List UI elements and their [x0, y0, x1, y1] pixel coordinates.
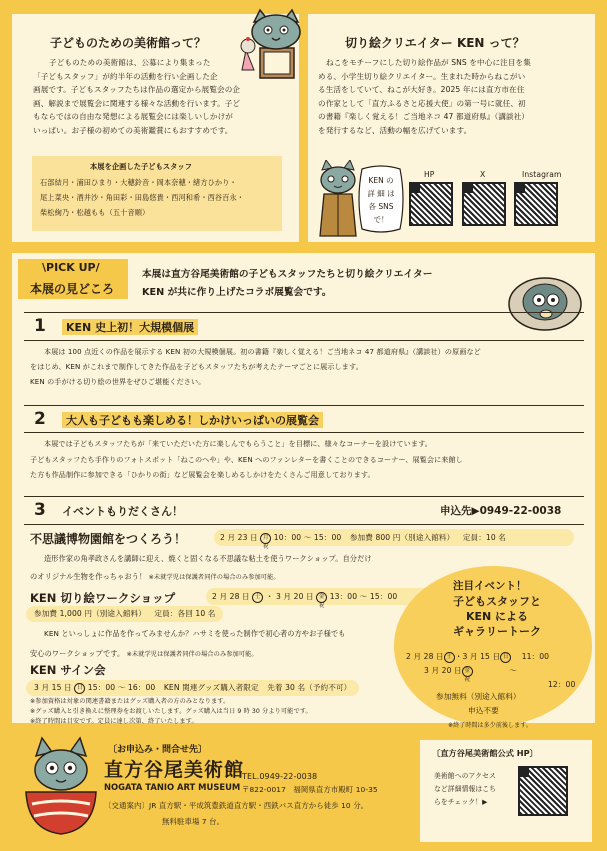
event2-schedule: 2 月 28 日 土 ・ 3 月 20 日 金祝 13：00 ～ 15：00	[206, 588, 432, 605]
museum-address: 〒822-0017 福岡県直方市殿町 10-35	[242, 785, 378, 794]
ken-hp-qr-code[interactable]	[409, 182, 453, 226]
gallery-talk-fee: 参加無料（別途入館料）	[436, 692, 521, 701]
cat-parfait-illustration	[238, 8, 316, 80]
event3-title: KEN サイン会	[30, 663, 106, 677]
event2-title: KEN 切り絵ワークショップ	[30, 591, 176, 605]
official-hp-title: 〔直方谷尾美術館公式 HP〕	[432, 748, 538, 758]
museum-name: 直方谷尾美術館	[104, 759, 245, 781]
event3-details: 3 月 15 日 日 15：00 ～ 16：00 KEN 関連グッズ購入者限定 先着 30 名（予約不可）	[26, 680, 359, 696]
cat-bowl-illustration	[505, 262, 585, 334]
section3-title: イベントもりだくさん！	[62, 505, 183, 518]
access-info: 〔交通案内〕JR 直方駅・平成筑豊鉄道直方駅・西鉄バス直方から徒歩 10 分。 無料駐車場 7 台。	[104, 801, 369, 826]
pickup-intro-line1: 本展は直方谷尾美術館の子どもスタッフたちと切り絵クリエイター	[142, 269, 433, 280]
ken-cat-illustration	[316, 160, 360, 238]
qr-label-hp: HP	[424, 170, 435, 179]
section2-divider-top	[24, 405, 584, 406]
pickup-badge-line2: 本展の見どころ	[30, 282, 115, 296]
qr-label-instagram: Instagram	[522, 170, 562, 179]
section3-divider-bottom	[24, 524, 584, 525]
event2-fee: 参加費 1,000 円（別途入館料） 定員：各回 10 名	[26, 606, 223, 622]
gallery-talk-apply: 申込不要	[468, 706, 499, 715]
event1-description: 造形作家の角孝政さんを講師に迎え、焼くと固くなる不思議な粘土を使うワークショップ。自分だけ のオリジナル生物を作っちゃおう！ ※未就学児は保護者同伴の場合のみ参加可能。	[30, 554, 372, 581]
section1-number: 1	[34, 316, 46, 336]
event1-details: 2 月 23 日 月祝 10：00 ～ 15：00 参加費 800 円（別途入館料） 定員：10 名	[214, 529, 574, 546]
event1-title: 不思議博物園館をつくろう！	[30, 532, 187, 546]
section1-divider-bottom	[24, 340, 584, 341]
section1-divider-top	[24, 312, 584, 313]
gallery-talk-note: ※終了時間は多少前後します。	[448, 722, 532, 729]
ken-profile-title: 切り絵クリエイター KEN って？	[345, 36, 525, 50]
section3-contact: 申込先▶0949-22-0038	[440, 505, 562, 517]
section2-title: 大人も子どもも楽しめる！しかけいっぱいの展覧会	[62, 412, 323, 428]
section2-body: 本展では子どもスタッフたちが「来ていただいた方に楽しんでもらうこと」を目標に、様々なコーナーを設けています。 子どもスタッフたち手作りのフォトスポット「ねこのへや」や、KEN へのファンレターを書くことのできるコーナー、展覧会に来館し た方も作品制作に参加できる「ひかりの街」など展覧会を楽しめるしかけをたくさんご用意しております。	[30, 439, 463, 479]
ken-profile-paragraph: ねこをモチーフにした切り絵作品が SNS を中心に注目を集 める、小学生切り絵クリエイター。生まれた時からねこがい る生活をしていて、ねこが大好き。2025 年には直方市在住 の作家として「直方ふるさと応援大使」の第一号に就任、初 の書籍『楽しく覚える！ご当地ネコ 47 都道府県』（講談社） を発行するなど、活動の幅を広げています。	[318, 58, 531, 135]
museum-name-en: NOGATA TANIO ART MUSEUM	[104, 782, 241, 792]
staff-list-names: 石部結月・浦田ひまり・大穂鈴音・岡本奈穂・緒方ひかり・ 尾上菜央・酒井沙・角田彩・田島悠貴・西河和希・西谷百永・ 柴松絢乃・松越もも（五十音順）	[40, 178, 245, 217]
cat-mascot-logo	[22, 734, 100, 838]
section2-number: 2	[34, 409, 46, 429]
section2-divider-bottom	[24, 432, 584, 433]
event2-description: KEN といっしょに作品を作ってみませんか？ハサミを使った制作で初心者の方やお子様でも 安心のワークショップです。 ※未就学児は保護者同伴の場合のみ参加可能。	[30, 629, 346, 658]
section3-divider-top	[24, 496, 584, 497]
gallery-talk-title: 子どもスタッフと KEN による ギャラリートーク	[453, 595, 541, 638]
ken-instagram-qr-code[interactable]	[514, 182, 558, 226]
qr-label-x: X	[480, 170, 486, 179]
museum-tel: TEL.0949-22-0038	[242, 772, 318, 781]
kids-museum-title: 子どものための美術館って？	[50, 36, 207, 50]
ken-x-qr-code[interactable]	[462, 182, 506, 226]
section3-number: 3	[34, 500, 46, 520]
gallery-talk-dates: 2 月 28 日 土 ・3 月 15 日 日 11：00 3 月 20 日 金祝 ～ 12：00	[406, 652, 576, 689]
pickup-badge-line1: \PICK UP/	[42, 261, 100, 274]
sns-prompt-text: KEN の 詳 細 は 各 SNS で！	[367, 176, 395, 224]
section1-body: 本展は 100 点近くの作品を展示する KEN 初の大規模個展。初の書籍『楽しく覚える！ご当地ネコ 47 都道府県』（講談社）の原画など をはじめ、KEN がこれまで制作してきた作品を子どもスタッフたちが考えたテーマごとに展示します。 KEN の手がける切り絵の世界をぜひご堪能ください。	[30, 347, 481, 386]
pickup-intro-line2: KEN が共に作り上げたコラボ展覧会です。	[142, 287, 332, 298]
staff-list-title: 本展を企画した子どもスタッフ	[90, 162, 193, 171]
footer-inquiry-label: 〔お申込み・問合せ先〕	[108, 745, 208, 755]
museum-hp-qr-code[interactable]	[518, 766, 568, 816]
kids-museum-paragraph: 子どものための美術館は、公募により集まった 「子どもスタッフ」が約半年の活動を行い企画した企 画展です。子どもスタッフたちは作品の選定から展覧会の企 画、解説まで展覧会に関連する様々な活動を行います。子ど もならではの自由な発想による展覧会には楽しいしかけが いっぱい。お子様の初めての美術鑑賞にもおすすめです。	[33, 58, 241, 135]
event3-notes: ※参加資格は対象の関連書籍またはグッズ購入者の方のみとなります。 ※グッズ購入と引き換えに整理券をお渡しいたします。グッズ購入は当日 9 時 30 分より可能です。 ※終了時間は目安です。定員に達し次第、終了いたします。	[30, 698, 312, 725]
official-hp-text[interactable]: 美術館へのアクセス など詳細情報はこち らをチェック！▶	[434, 772, 497, 806]
section1-title: KEN 史上初！大規模個展	[62, 319, 198, 335]
gallery-talk-kicker: 注目イベント！	[453, 580, 527, 592]
